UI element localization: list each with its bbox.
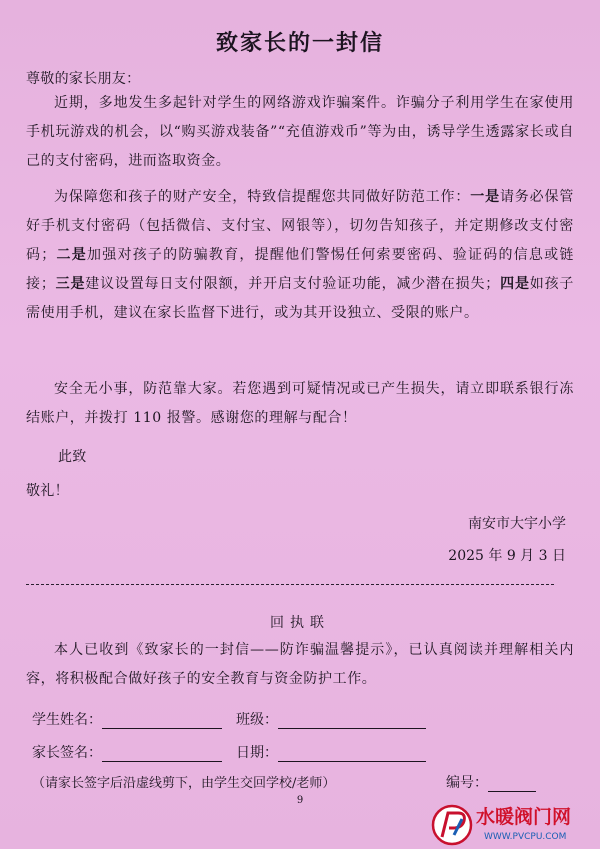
receipt-title: 回执联 <box>270 615 330 631</box>
school-name: 南安市大宇小学 <box>468 516 566 532</box>
number-blank[interactable] <box>488 777 536 792</box>
salutation: 尊敬的家长朋友： <box>26 71 141 87</box>
point-4-keyword: 四是 <box>499 276 530 292</box>
point-4-text: 如孩子需使用手机，建议在家长监督下进行，或为其开设独立、受限的账户。 <box>26 276 574 321</box>
para2-intro: 为保障您和孩子的财产安全，特致信提醒您共同做好防范工作： <box>54 189 471 205</box>
date-label: 日期： <box>236 745 278 761</box>
point-2-keyword: 二是 <box>55 247 87 263</box>
receipt-body: 本人已收到《致家长的一封信——防诈骗温馨提示》，已认真阅读并理解相关内容，将积极配合做好孩子的安全教育与资金防护工作。 <box>26 642 574 687</box>
parent-sign-label: 家长签名： <box>32 745 102 761</box>
letter-title: 致家长的一封信 <box>215 31 384 56</box>
closing-salute: 敬礼！ <box>26 483 69 499</box>
class-label: 班级： <box>236 712 278 728</box>
date-blank[interactable] <box>278 747 426 762</box>
parent-sign-field <box>32 742 222 762</box>
point-1-text: 请务必保管好手机支付密码（包括微信、支付宝、网银等），切勿告知孩子，并定期修改支付密码； <box>26 189 574 263</box>
page-number: 9 <box>296 795 304 806</box>
class-field <box>236 709 426 729</box>
letter-date: 2025 年 9 月 3 日 <box>448 548 566 564</box>
point-1-keyword: 一是 <box>470 189 500 205</box>
number-label: 编号： <box>446 775 488 791</box>
svg-text:水暖阀门网: 水暖阀门网 <box>476 806 572 828</box>
student-name-blank[interactable] <box>102 714 222 729</box>
watermark-logo <box>428 797 600 849</box>
return-note: （请家长签字后沿虚线剪下，由学生交回学校/老师） <box>32 776 336 791</box>
student-name-label: 学生姓名： <box>32 712 102 728</box>
cut-line <box>26 584 554 585</box>
closing-regards: 此致 <box>58 449 87 465</box>
parent-sign-blank[interactable] <box>102 747 222 762</box>
paragraph-3: 安全无小事，防范靠大家。若您遇到可疑情况或已产生损失，请立即联系银行冻结账户，并拨打 110 报警。感谢您的理解与配合！ <box>26 381 574 426</box>
student-name-field <box>32 709 222 729</box>
point-3-text: 建议设置每日支付限额，并开启支付验证功能，减少潜在损失； <box>85 276 500 292</box>
number-field <box>446 772 536 792</box>
point-3-keyword: 三是 <box>55 276 86 292</box>
svg-text:WWW.PVCPU.COM: WWW.PVCPU.COM <box>484 832 567 842</box>
paragraph-2 <box>26 183 574 328</box>
paragraph-1: 近期，多地发生多起针对学生的网络游戏诈骗案件。诈骗分子利用学生在家使用手机玩游戏的机会，以“购买游戏装备”“充值游戏币”等为由，诱导学生透露家长或自己的支付密码，进而盗取资金。 <box>26 95 574 169</box>
class-blank[interactable] <box>278 714 426 729</box>
date-field <box>236 742 426 762</box>
point-2-text: 加强对孩子的防骗教育，提醒他们警惕任何索要密码、验证码的信息或链接； <box>26 247 574 292</box>
